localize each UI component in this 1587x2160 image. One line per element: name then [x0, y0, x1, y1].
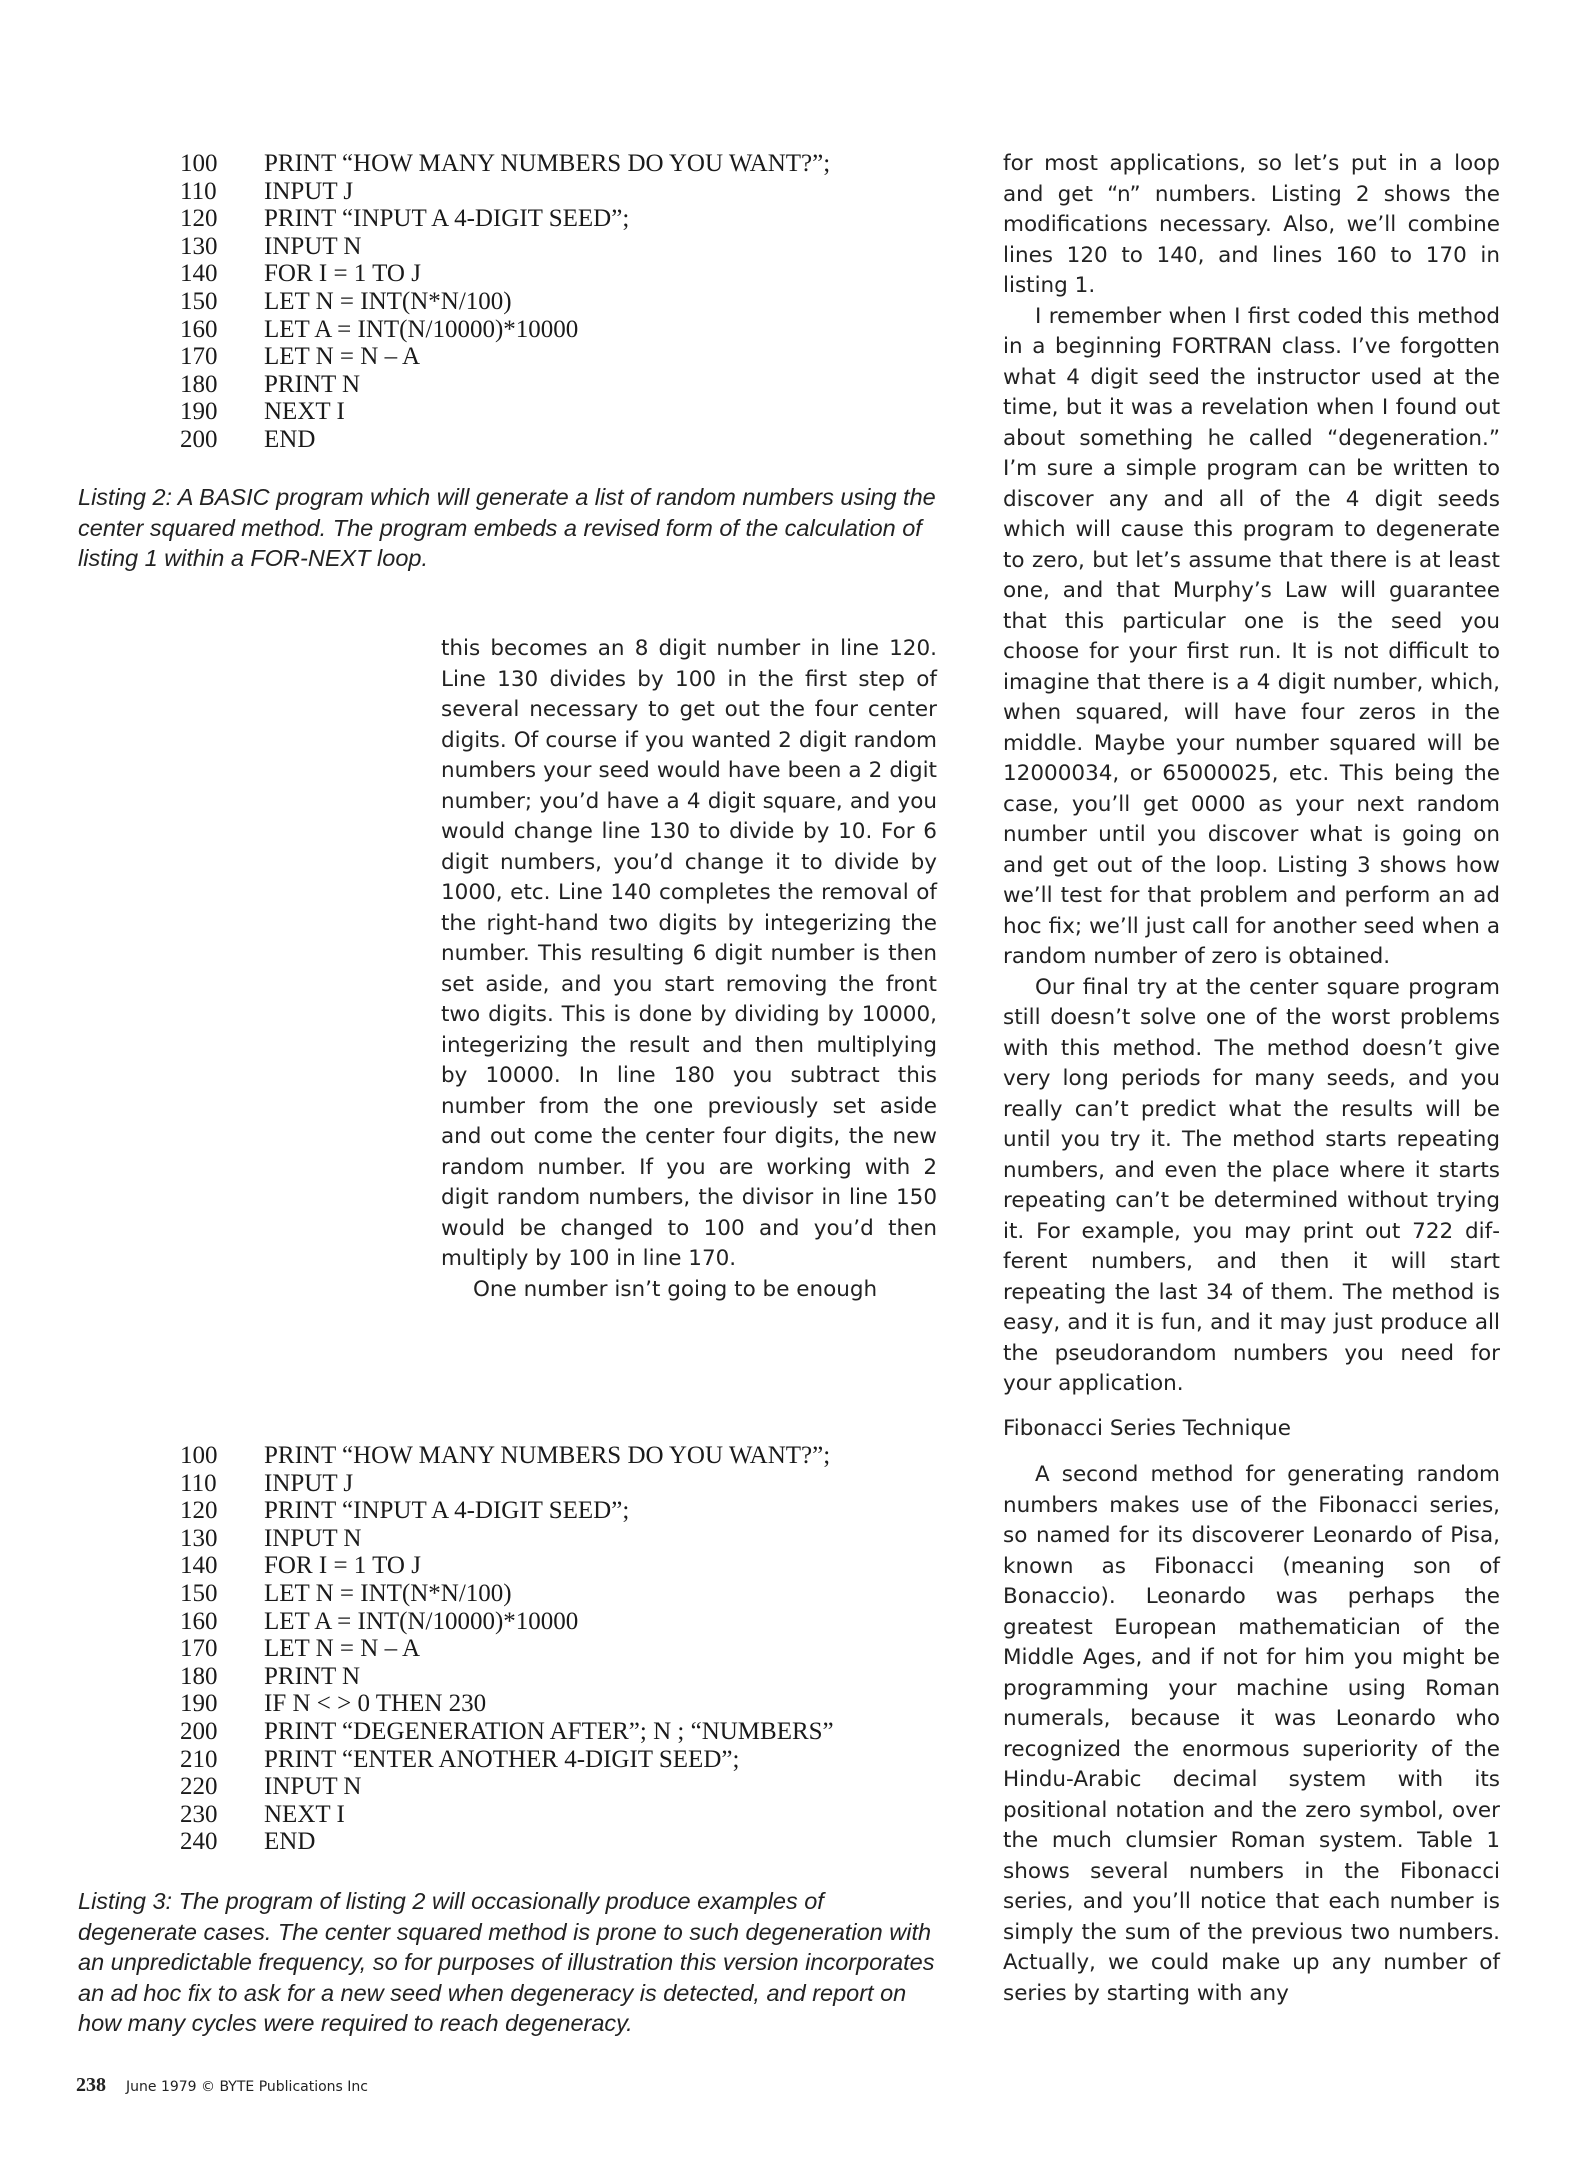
code-line: 120 PRINT “INPUT A 4-DIGIT SEED”;: [180, 205, 630, 233]
listing-2-caption: Listing 2: A BASIC program which will generate a list of random numbers using the center squared method. The program embeds a revised form of the calculation of listing 1 within a FOR-NEXT loop.: [78, 484, 936, 571]
listing-3-code: [180, 1442, 834, 1856]
listing-3-caption: Listing 3: The program of listing 2 will occasionally produce examples of degenerate cases. The center squared method is prone to such degeneration with an unpredictable frequency, so for purposes of illustration this version incorporates an ad hoc fix to ask for a new seed when degeneracy is detected, and report on how many cycles were required to reach degeneracy.: [78, 1888, 935, 2036]
code-line: 170 LET N = N – A: [180, 343, 420, 371]
middle-paragraph-1: this becomes an 8 digit number in line 120. Line 130 divides by 100 in the first step of several necessary to get out the four center digits. Of course if you wanted 2 digit random numbers your seed would have been a 2 digit number; you’d have a 4 digit square, and you would change line 130 to divide by 10. For 6 digit numbers, you’d change it to divide by 1000, etc. Line 140 completes the removal of the right-hand two digits by integerizing the number. This resulting 6 digit number is then set aside, and you start removing the front two digits. This is done by dividing by 10000, integerizing the result and then multiplying by 10000. In line 180 you subtract this number from the one previously set aside and out come the center four digits, the new random number. If you are working with 2 digit random numbers, the divisor in line 150 would be changed to 100 and you’d then multiply by 100 in line 170.: [441, 636, 937, 1271]
code-line: 190 NEXT I: [180, 398, 345, 426]
middle-paragraph-2: One number isn’t going to be enough: [473, 1276, 878, 1302]
code-line: 150 LET N = INT(N*N/100): [180, 287, 512, 315]
code-line: 190 IF N < > 0 THEN 230: [180, 1690, 487, 1718]
code-line: 200 END: [180, 425, 316, 453]
right-paragraph-1: for most applications, so let’s put in a loop and get “n” numbers. Listing 2 shows the modifications necessary. Also, we’ll combine lines 120 to 140, and lines 160 to 170 in listing 1.: [1003, 151, 1500, 298]
code-line: 200 PRINT “DEGENERATION AFTER”; N ; “NUMBERS”: [180, 1717, 834, 1745]
code-line: 100 PRINT “HOW MANY NUMBERS DO YOU WANT?”;: [180, 150, 831, 177]
code-line: 160 LET A = INT(N/10000)*10000: [180, 315, 579, 343]
code-line: 210 PRINT “ENTER ANOTHER 4-DIGIT SEED”;: [180, 1745, 740, 1773]
right-paragraph-3: Our final try at the center square program still doesn’t solve one of the worst problems with this method. The method doesn’t give very long periods for many seeds, and you really can’t predict what the results will be until you try it. The method starts repeating numbers, and even the place where it starts repeating can’t be determined without trying it. For example, you may print out 722 different numbers, and then it will start repeating the last 34 of them. The method is easy, and it is fun, and it may just produce all the pseudorandom numbers you need for your application.: [1003, 974, 1500, 1396]
code-line: 240 END: [180, 1828, 316, 1856]
code-line: 120 PRINT “INPUT A 4-DIGIT SEED”;: [180, 1497, 630, 1525]
code-line: 180 PRINT N: [180, 1662, 361, 1690]
code-line: 110 INPUT J: [180, 177, 354, 205]
footer-credit: June 1979 © BYTE Publications Inc: [126, 2079, 368, 2095]
code-line: 180 PRINT N: [180, 370, 361, 398]
code-line: 140 FOR I = 1 TO J: [180, 260, 421, 288]
section-heading: Fibonacci Series Technique: [1003, 1415, 1292, 1441]
code-line: 170 LET N = N – A: [180, 1635, 420, 1663]
code-line: 110 INPUT J: [180, 1469, 354, 1497]
page-number: 238: [76, 2074, 106, 2096]
right-paragraph-4: A second method for generating random numbers makes use of the Fibonacci series, so named for its discoverer Leonardo of Pisa, known as Fibonacci (meaning son of Bonaccio). Leonardo was perhaps the greatest European mathematician of the Middle Ages, and if not for him you might be programming your machine using Roman numerals, because it was Leonardo who recognized the enormous superiority of the Hindu-Arabic decimal system with its positional notation and the zero symbol, over the much clumsier Roman system. Table 1 shows several numbers in the Fibonacci series, and you’ll notice that each number is simply the sum of the previous two numbers. Actually, we could make up any number of series by starting with any: [1003, 1462, 1500, 2006]
code-line: 140 FOR I = 1 TO J: [180, 1552, 421, 1580]
code-line: 220 INPUT N: [180, 1773, 362, 1801]
code-line: 150 LET N = INT(N*N/100): [180, 1579, 512, 1607]
code-line: 160 LET A = INT(N/10000)*10000: [180, 1607, 579, 1635]
right-paragraph-2: I remember when I first coded this method in a beginning FORTRAN class. I’ve forgotten what 4 digit seed the instructor used at the time, but it was a revelation when I found out about something he called “degeneration.” I’m sure a simple program can be written to discover any and all of the 4 digit seeds which will cause this program to degenerate to zero, but let’s assume that there is at least one, and that Murphy’s Law will guarantee that this particular one is the seed you choose for your first run. It is not difficult to imagine that there is a 4 digit number, which, when squared, will have four zeros in the middle. Maybe your number squared will be 12000034, or 65000025, etc. This being the case, you’ll get 0000 as your next random number until you discover what is going on and get out of the loop. Listing 3 shows how we’ll test for that problem and perform an ad hoc fix; we’ll just call for another seed when a random number of zero is obtained.: [1003, 303, 1500, 969]
code-line: 130 INPUT N: [180, 1524, 362, 1552]
code-line: 130 INPUT N: [180, 232, 362, 260]
page-footer: [76, 2074, 368, 2097]
listing-2-code: [180, 150, 830, 454]
right-column: [1003, 149, 1500, 2009]
middle-column: [441, 634, 937, 1305]
code-line: 100 PRINT “HOW MANY NUMBERS DO YOU WANT?”;: [180, 1442, 831, 1469]
code-line: 230 NEXT I: [180, 1800, 345, 1828]
